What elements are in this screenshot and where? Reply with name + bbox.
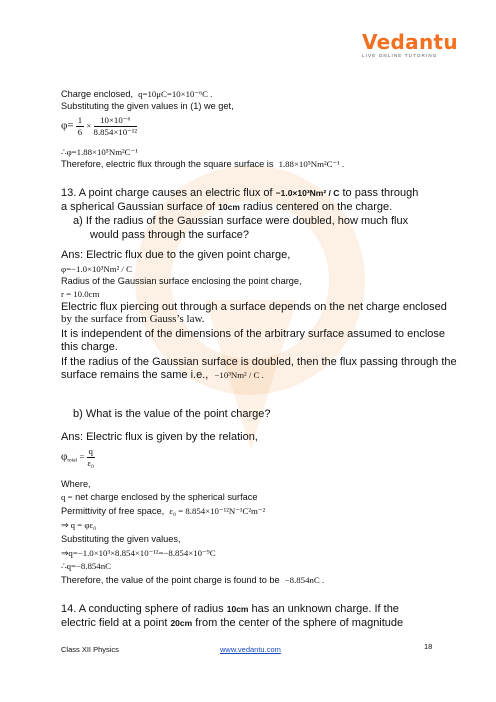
vedantu-logo (362, 30, 458, 68)
text-line: Substituting the given values in (1) we get, (61, 101, 234, 111)
question-13: 13. A point charge causes an electric flux of −1.0×10³Nm² / C to pass through (61, 187, 419, 199)
text-line: If the radius of the Gaussian surface is doubled, then the flux passing through the (61, 356, 457, 368)
text-line: Therefore, the value of the point charge is found to be −8.854nC . (61, 575, 325, 585)
text-line: Charge enclosed, q=10μC=10×10⁻⁶C . (61, 89, 213, 99)
math-expr: ⇒ q = φε₀ (61, 520, 97, 530)
text-line: Permittivity of free space, ε₀ = 8.854×10⁻¹²N⁻¹C²m⁻² (61, 506, 266, 516)
math-expr: ⇒q=−1.0×10³×8.854×10⁻¹²=−8.854×10⁻⁹C (61, 548, 216, 558)
answer-label: Ans: Electric flux due to the given point charge, (61, 249, 291, 261)
text-line: surface remains the same i.e., −10³Nm² / C . (61, 369, 264, 381)
question-13a: a) If the radius of the Gaussian surface were doubled, how much flux (73, 215, 409, 227)
text-line: q = net charge enclosed by the spherical surface (61, 492, 258, 502)
text-line: this charge. (61, 341, 118, 353)
page-number: 18 (424, 642, 433, 651)
math-expr: q=10μC=10×10⁻⁶C . (138, 89, 213, 99)
text-line: Therefore, electric flux through the square surface is 1.88×10⁵Nm²C⁻¹ . (61, 159, 345, 169)
math-expr: r = 10.0cm (61, 289, 100, 299)
question-13b: b) What is the value of the point charge? (73, 408, 271, 420)
flux-formula: φ= $\frac{1}{6}$ × $\frac{\text{10×10⁻⁶}}{\text{8.854×10⁻¹²}}$ (61, 115, 138, 137)
text-line: Where, (61, 479, 91, 489)
text-line: Electric flux piercing out through a surface depends on the net charge enclosed (61, 301, 447, 313)
flux-relation: $\varphi_{total}$ = $\frac{q}{\text{ε₀}}$ (61, 446, 95, 468)
math-expr: φ=−1.0×10³Nm² / C (61, 264, 132, 274)
answer-label: Ans: Electric flux is given by the relation, (61, 431, 258, 443)
math-expr: ∴q=−8.854nC (61, 561, 111, 571)
flux-result: ∴φ=1.88×10⁵Nm²C⁻¹ (61, 147, 138, 157)
footer-class: Class XII Physics (61, 645, 119, 654)
question-13a-cont: would pass through the surface? (90, 229, 249, 241)
logo-name: Vedantu (362, 30, 458, 54)
text-line: by the surface from Gauss’s law. (61, 313, 205, 325)
logo-tagline: LIVE ONLINE TUTORING (362, 53, 438, 58)
question-13-cont: a spherical Gaussian surface of 10cm radius centered on the charge. (61, 201, 393, 213)
text-line: It is independent of the dimensions of the arbitrary surface assumed to enclose (61, 328, 445, 340)
footer-link[interactable]: www.vedantu.com (220, 645, 281, 654)
question-14: 14. A conducting sphere of radius 10cm has an unknown charge. If the (61, 603, 399, 615)
text-line: Substituting the given values, (61, 534, 181, 544)
question-14-cont: electric field at a point 20cm from the center of the sphere of magnitude (61, 617, 404, 629)
text-line: Radius of the Gaussian surface enclosing the point charge, (61, 276, 302, 286)
